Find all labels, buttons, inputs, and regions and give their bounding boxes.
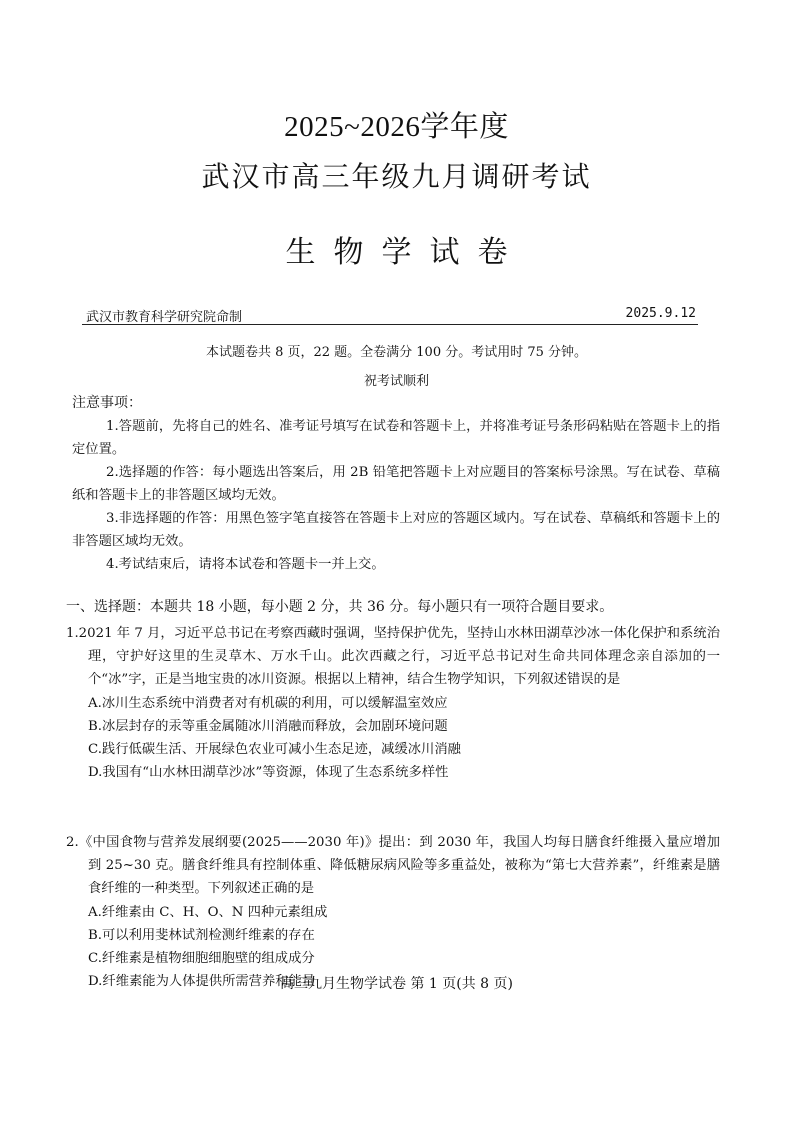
exam-title: 武汉市高三年级九月调研考试 bbox=[201, 160, 592, 193]
question-2 bbox=[66, 831, 720, 993]
question-1 bbox=[66, 622, 720, 784]
notice-item: 2.选择题的作答：每小题选出答案后，用 2B 铅笔把答题卡上对应题目的答案标号涂黑。写在试卷、草稿纸和答题卡上的非答题区域均无效。 bbox=[72, 465, 720, 503]
notice-item: 3.非选择题的作答：用黑色签字笔直接答在答题卡上对应的答题区域内。写在试卷、草稿纸和答题卡上的非答题区域均无效。 bbox=[72, 511, 720, 549]
option-c: C.纤维素是植物细胞细胞壁的组成成分 bbox=[88, 951, 315, 967]
notice-block bbox=[72, 392, 720, 576]
option-d: D.我国有“山水林田湖草沙冰”等资源，体现了生态系统多样性 bbox=[88, 765, 449, 781]
exam-date: 2025.9.12 bbox=[625, 306, 696, 321]
option-d: D.纤维素能为人体提供所需营养和能量 bbox=[88, 974, 316, 990]
exam-info: 本试题卷共 8 页，22 题。全卷满分 100 分。考试用时 75 分钟。 bbox=[205, 345, 588, 360]
notice-item: 1.答题前，先将自己的姓名、准考证号填写在试卷和答题卡上，并将准考证号条形码粘贴在答题卡上的指定位置。 bbox=[72, 419, 720, 457]
notice-heading: 注意事项： bbox=[72, 395, 142, 411]
academic-year-title: 2025~2026学年度 bbox=[284, 111, 509, 143]
option-c: C.践行低碳生活、开展绿色农业可减小生态足迹，减缓冰川消融 bbox=[88, 742, 461, 758]
option-a: A.纤维素由 C、H、O、N 四种元素组成 bbox=[88, 904, 328, 920]
question-stem: 2.《中国食物与营养发展纲要(2025——2030 年)》提出：到 2030 年，我国人均每日膳食纤维摄入量应增加到 25~30 克。膳食纤维具有控制体重、降低糖尿病风险等多重益处，被称为“第七大营养素”，纤维素是膳食纤维的一种类型。下列叙述正确的是 bbox=[66, 835, 720, 897]
question-stem: 1.2021 年 7 月，习近平总书记在考察西藏时强调，坚持保护优先，坚持山水林田湖草沙冰一体化保护和系统治理，守护好这里的生灵草木、万水千山。此次西藏之行，习近平总书记对生命共同体理念亲自添加的一个“冰”字，正是当地宝贵的冰川资源。根据以上精神，结合生物学知识，下列叙述错误的是 bbox=[66, 626, 720, 688]
issuer: 武汉市教育科学研究院命制 bbox=[86, 310, 243, 325]
option-a: A.冰川生态系统中消费者对有机碳的利用，可以缓解温室效应 bbox=[88, 695, 448, 711]
issuer-line bbox=[82, 306, 698, 325]
blessing: 祝考试顺利 bbox=[363, 374, 429, 389]
notice-item: 4.考试结束后，请将本试卷和答题卡一并上交。 bbox=[106, 557, 385, 572]
page-footer: 高三九月生物学试卷 第 1 页(共 8 页) bbox=[280, 976, 513, 992]
option-b: B.可以利用斐林试剂检测纤维素的存在 bbox=[88, 927, 315, 943]
option-b: B.冰层封存的汞等重金属随冰川消融而释放，会加剧环境问题 bbox=[88, 718, 448, 734]
subject-title: 生物学试卷 bbox=[285, 235, 526, 270]
section-heading: 一、选择题：本题共 18 小题，每小题 2 分，共 36 分。每小题只有一项符合题目要求。 bbox=[66, 599, 614, 615]
